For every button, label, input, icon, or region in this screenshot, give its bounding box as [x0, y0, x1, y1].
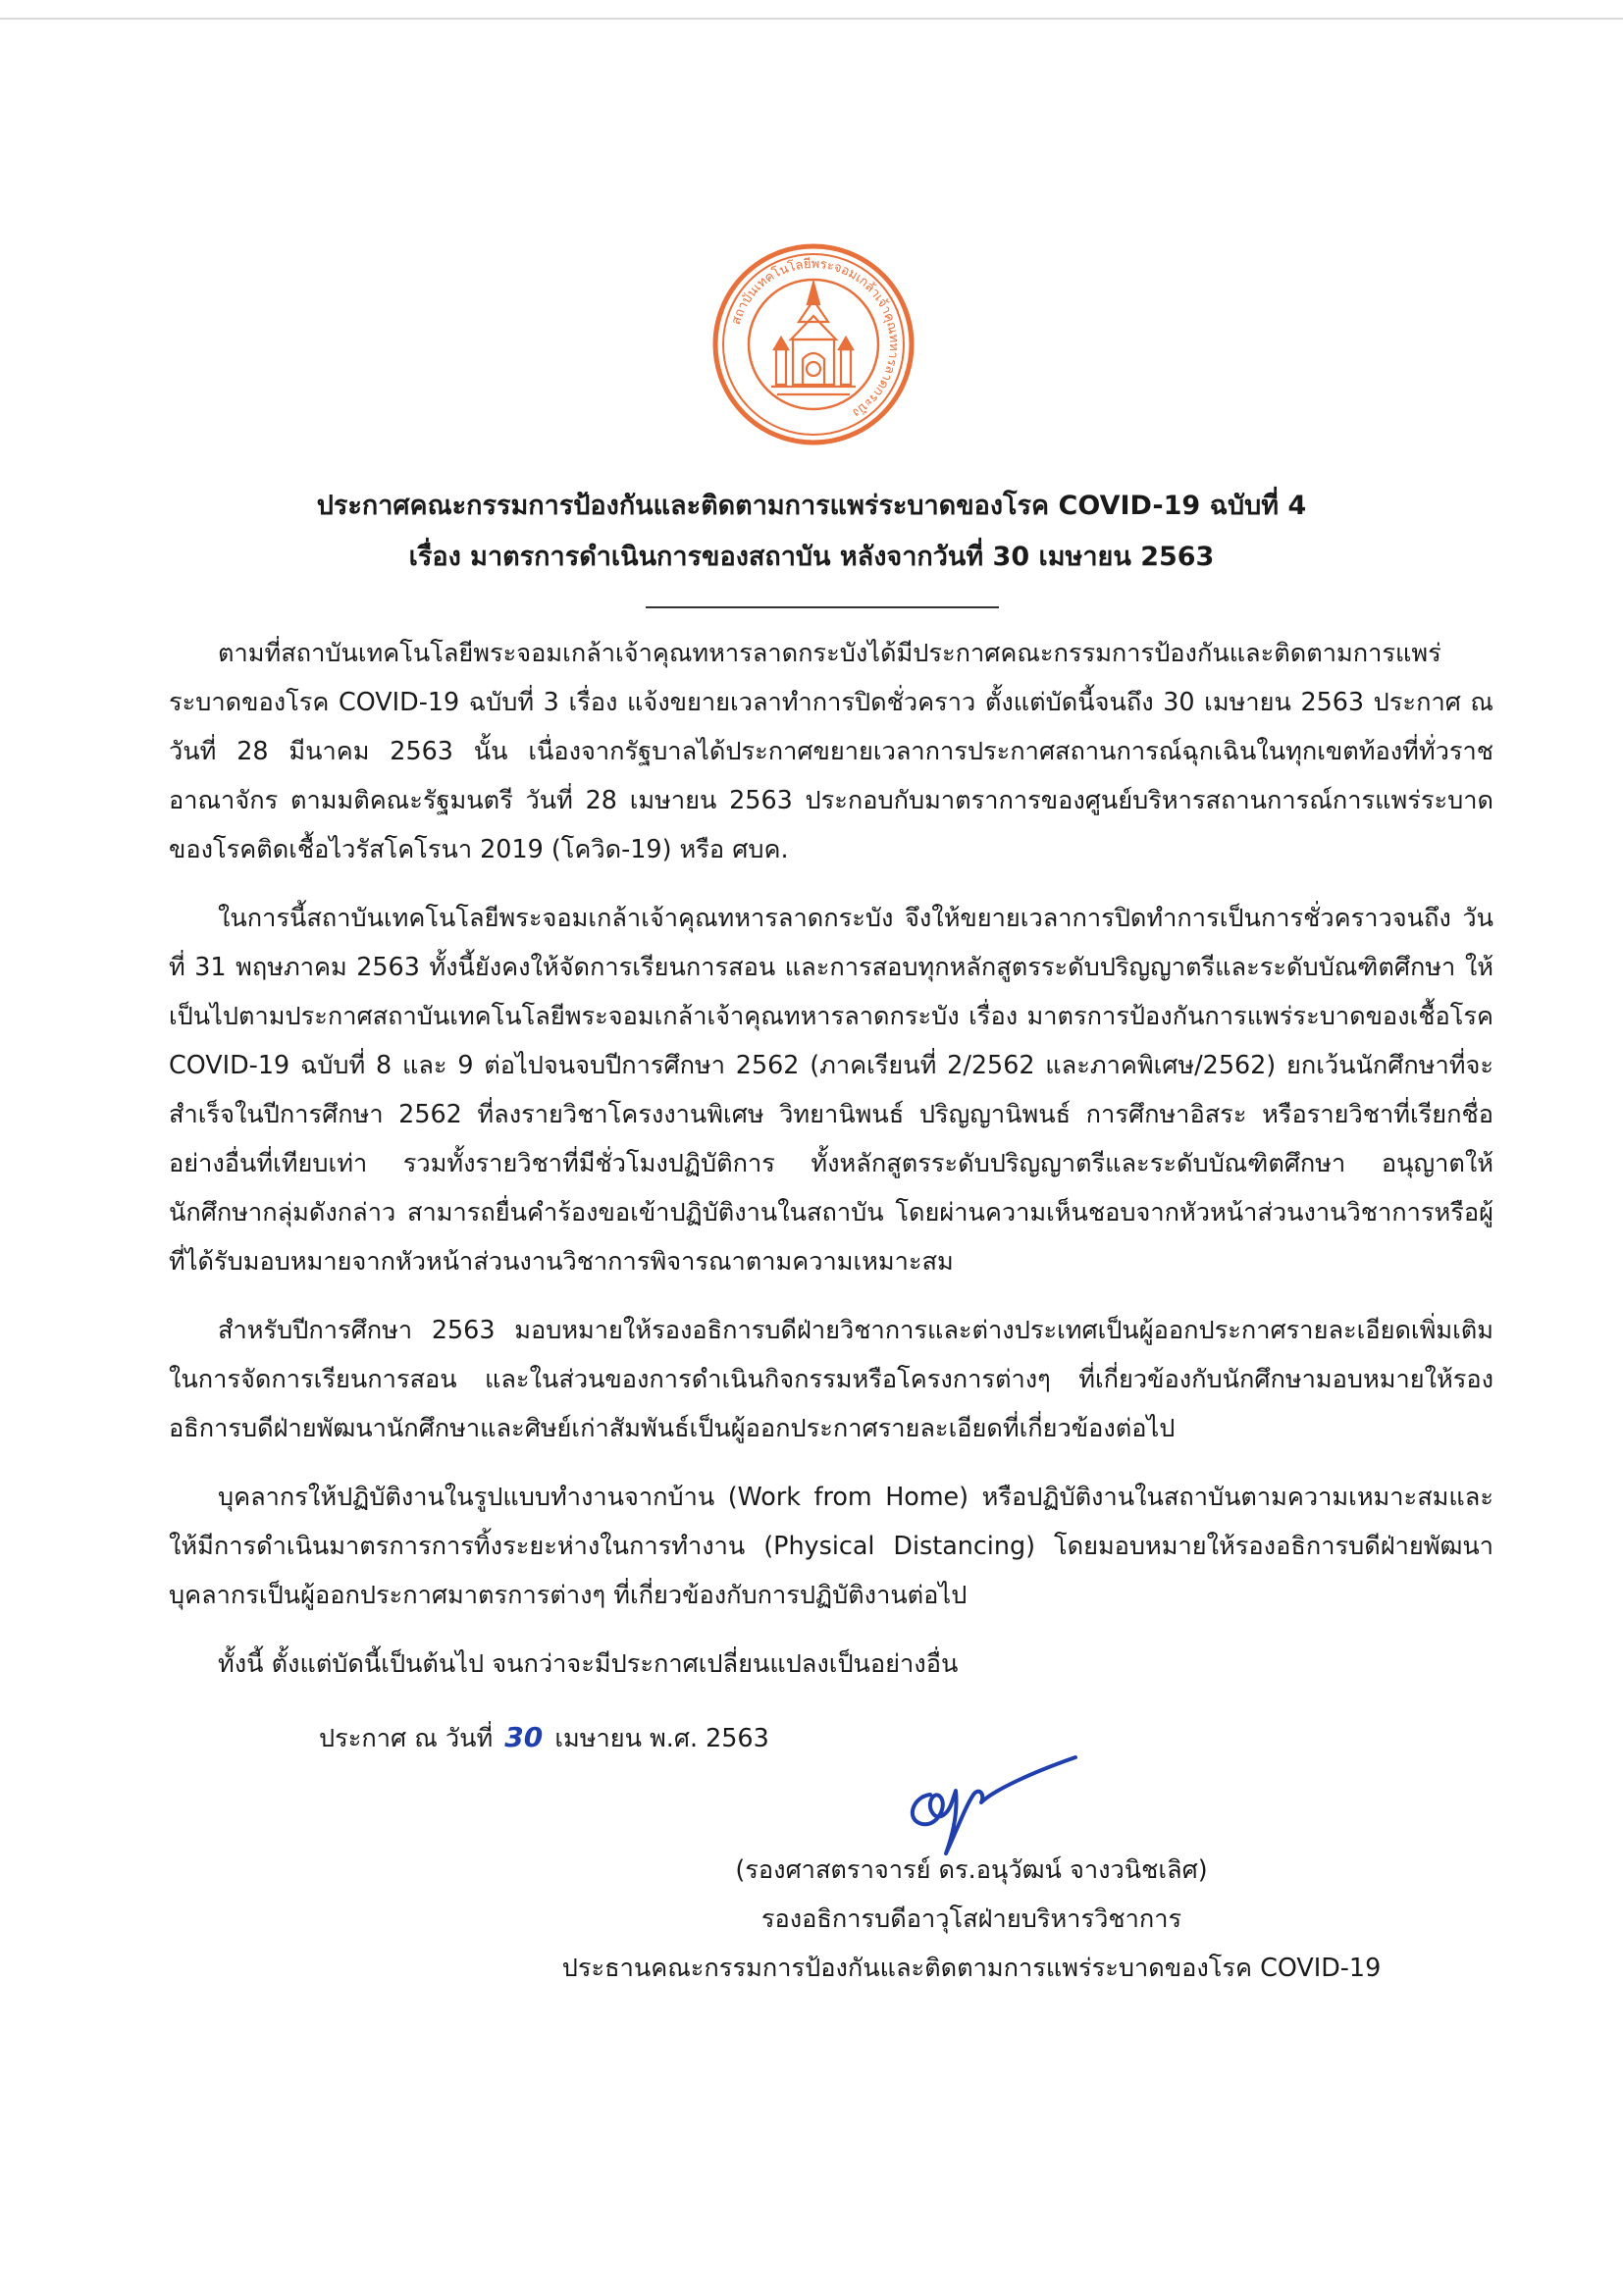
- handwritten-signature: [883, 1751, 1089, 1859]
- title-line-1: ประกาศคณะกรรมการป้องกันและติดตามการแพร่ระบาดของโรค COVID-19 ฉบับที่ 4: [316, 491, 1307, 521]
- title-line-2: เรื่อง มาตรการดำเนินการของสถาบัน หลังจากวันที่ 30 เมษายน 2563: [408, 542, 1215, 572]
- seal-pavilion-icon: [771, 283, 856, 394]
- paragraph-background: ตามที่สถาบันเทคโนโลยีพระจอมเกล้าเจ้าคุณทหารลาดกระบังได้มีประกาศคณะกรรมการป้องกันและติดตามการแพร่ระบาดของโรค COVID-19 ฉบับที่ 3 เรื่อง แจ้งขยายเวลาทำการปิดชั่วคราว ตั้งแต่บัดนี้จนถึง 30 เมษายน 2563 ประกาศ ณ วันที่ 28 มีนาคม 2563 นั้น เนื่องจากรัฐบาลได้ประกาศขยายเวลาการประกาศสถานการณ์ฉุกเฉินในทุกเขตท้องที่ทั่วราชอาณาจักร ตามมติคณะรัฐมนตรี วันที่ 28 เมษายน 2563 ประกอบกับมาตราการของศูนย์บริหารสถานการณ์การแพร่ระบาดของโรคติดเชื้อไวรัสโคโรนา 2019 (โควิด-19) หรือ ศบค.: [169, 638, 1493, 863]
- document-title: [0, 481, 1623, 583]
- title-underline: [646, 606, 999, 608]
- paragraph-effective: ทั้งนี้ ตั้งแต่บัดนี้เป็นต้นไป จนกว่าจะมีประกาศเปลี่ยนแปลงเป็นอย่างอื่น: [218, 1648, 959, 1678]
- announcement-suffix: เมษายน พ.ศ. 2563: [554, 1723, 769, 1752]
- announcement-prefix: ประกาศ ณ วันที่: [319, 1723, 494, 1752]
- announcement-day: 30: [504, 1721, 544, 1753]
- paragraph-work-from-home: บุคลากรให้ปฏิบัติงานในรูปแบบทำงานจากบ้าน (Work from Home) หรือปฏิบัติงานในสถาบันตามความเหมาะสมและให้มีการดำเนินมาตรการการทิ้งระยะห่างในการทำงาน (Physical Distancing) โดยมอบหมายให้รองอธิการบดีฝ่ายพัฒนาบุคลากรเป็นผู้ออกประกาศมาตรการต่างๆ ที่เกี่ยวข้องกับการปฏิบัติงานต่อไป: [169, 1482, 1493, 1609]
- signatory-name: (รองศาสตราจารย์ ดร.อนุวัฒน์ จางวนิชเลิศ): [735, 1854, 1208, 1884]
- paragraph-closure-extension: ในการนี้สถาบันเทคโนโลยีพระจอมเกล้าเจ้าคุณทหารลาดกระบัง จึงให้ขยายเวลาการปิดทำการเป็นการชั่วคราวจนถึง วันที่ 31 พฤษภาคม 2563 ทั้งนี้ยังคงให้จัดการเรียนการสอน และการสอบทุกหลักสูตรระดับปริญญาตรีและระดับบัณฑิตศึกษา ให้เป็นไปตามประกาศสถาบันเทคโนโลยีพระจอมเกล้าเจ้าคุณทหารลาดกระบัง เรื่อง มาตรการป้องกันการแพร่ระบาดของเชื้อโรค COVID-19 ฉบับที่ 8 และ 9 ต่อไปจนจบปีการศึกษา 2562 (ภาคเรียนที่ 2/2562 และภาคพิเศษ/2562) ยกเว้นนักศึกษาที่จะสำเร็จในปีการศึกษา 2562 ที่ลงรายวิชาโครงงานพิเศษ วิทยานิพนธ์ ปริญญานิพนธ์ การศึกษาอิสระ หรือรายวิชาที่เรียกชื่ออย่างอื่นที่เทียบเท่า รวมทั้งรายวิชาที่มีชั่วโมงปฏิบัติการ ทั้งหลักสูตรระดับปริญญาตรีและระดับบัณฑิตศึกษา อนุญาตให้นักศึกษากลุ่มดังกล่าว สามารถยื่นคำร้องขอเข้าปฏิบัติงานในสถาบัน โดยผ่านความเห็นชอบจากหัวหน้าส่วนงานวิชาการหรือผู้ที่ได้รับมอบหมายจากหัวหน้าส่วนงานวิชาการพิจารณาตามความเหมาะสม: [169, 903, 1493, 1276]
- signatory-role: ประธานคณะกรรมการป้องกันและติดตามการแพร่ระบาดของโรค COVID-19: [561, 1953, 1382, 1982]
- announcement-date: [319, 1713, 769, 1762]
- seal-ring-text: สถาบันเทคโนโลยีพระจอมเกล้าเจ้าคุณทหารลาดกระบัง: [728, 256, 902, 420]
- paragraph-academic-year-2563: สำหรับปีการศึกษา 2563 มอบหมายให้รองอธิการบดีฝ่ายวิชาการและต่างประเทศเป็นผู้ออกประกาศรายละเอียดเพิ่มเติมในการจัดการเรียนการสอน และในส่วนของการดำเนินกิจกรรมหรือโครงการต่างๆ ที่เกี่ยวข้องกับนักศึกษามอบหมายให้รองอธิการบดีฝ่ายพัฒนานักศึกษาและศิษย์เก่าสัมพันธ์เป็นผู้ออกประกาศรายละเอียดที่เกี่ยวข้องต่อไป: [169, 1315, 1493, 1442]
- document-body: [169, 628, 1493, 1709]
- page-top-edge: [0, 18, 1623, 20]
- institution-seal: [712, 243, 915, 445]
- signatory-block: [550, 1845, 1393, 1992]
- signatory-position: รองอธิการบดีอาวุโสฝ่ายบริหารวิชาการ: [760, 1904, 1182, 1933]
